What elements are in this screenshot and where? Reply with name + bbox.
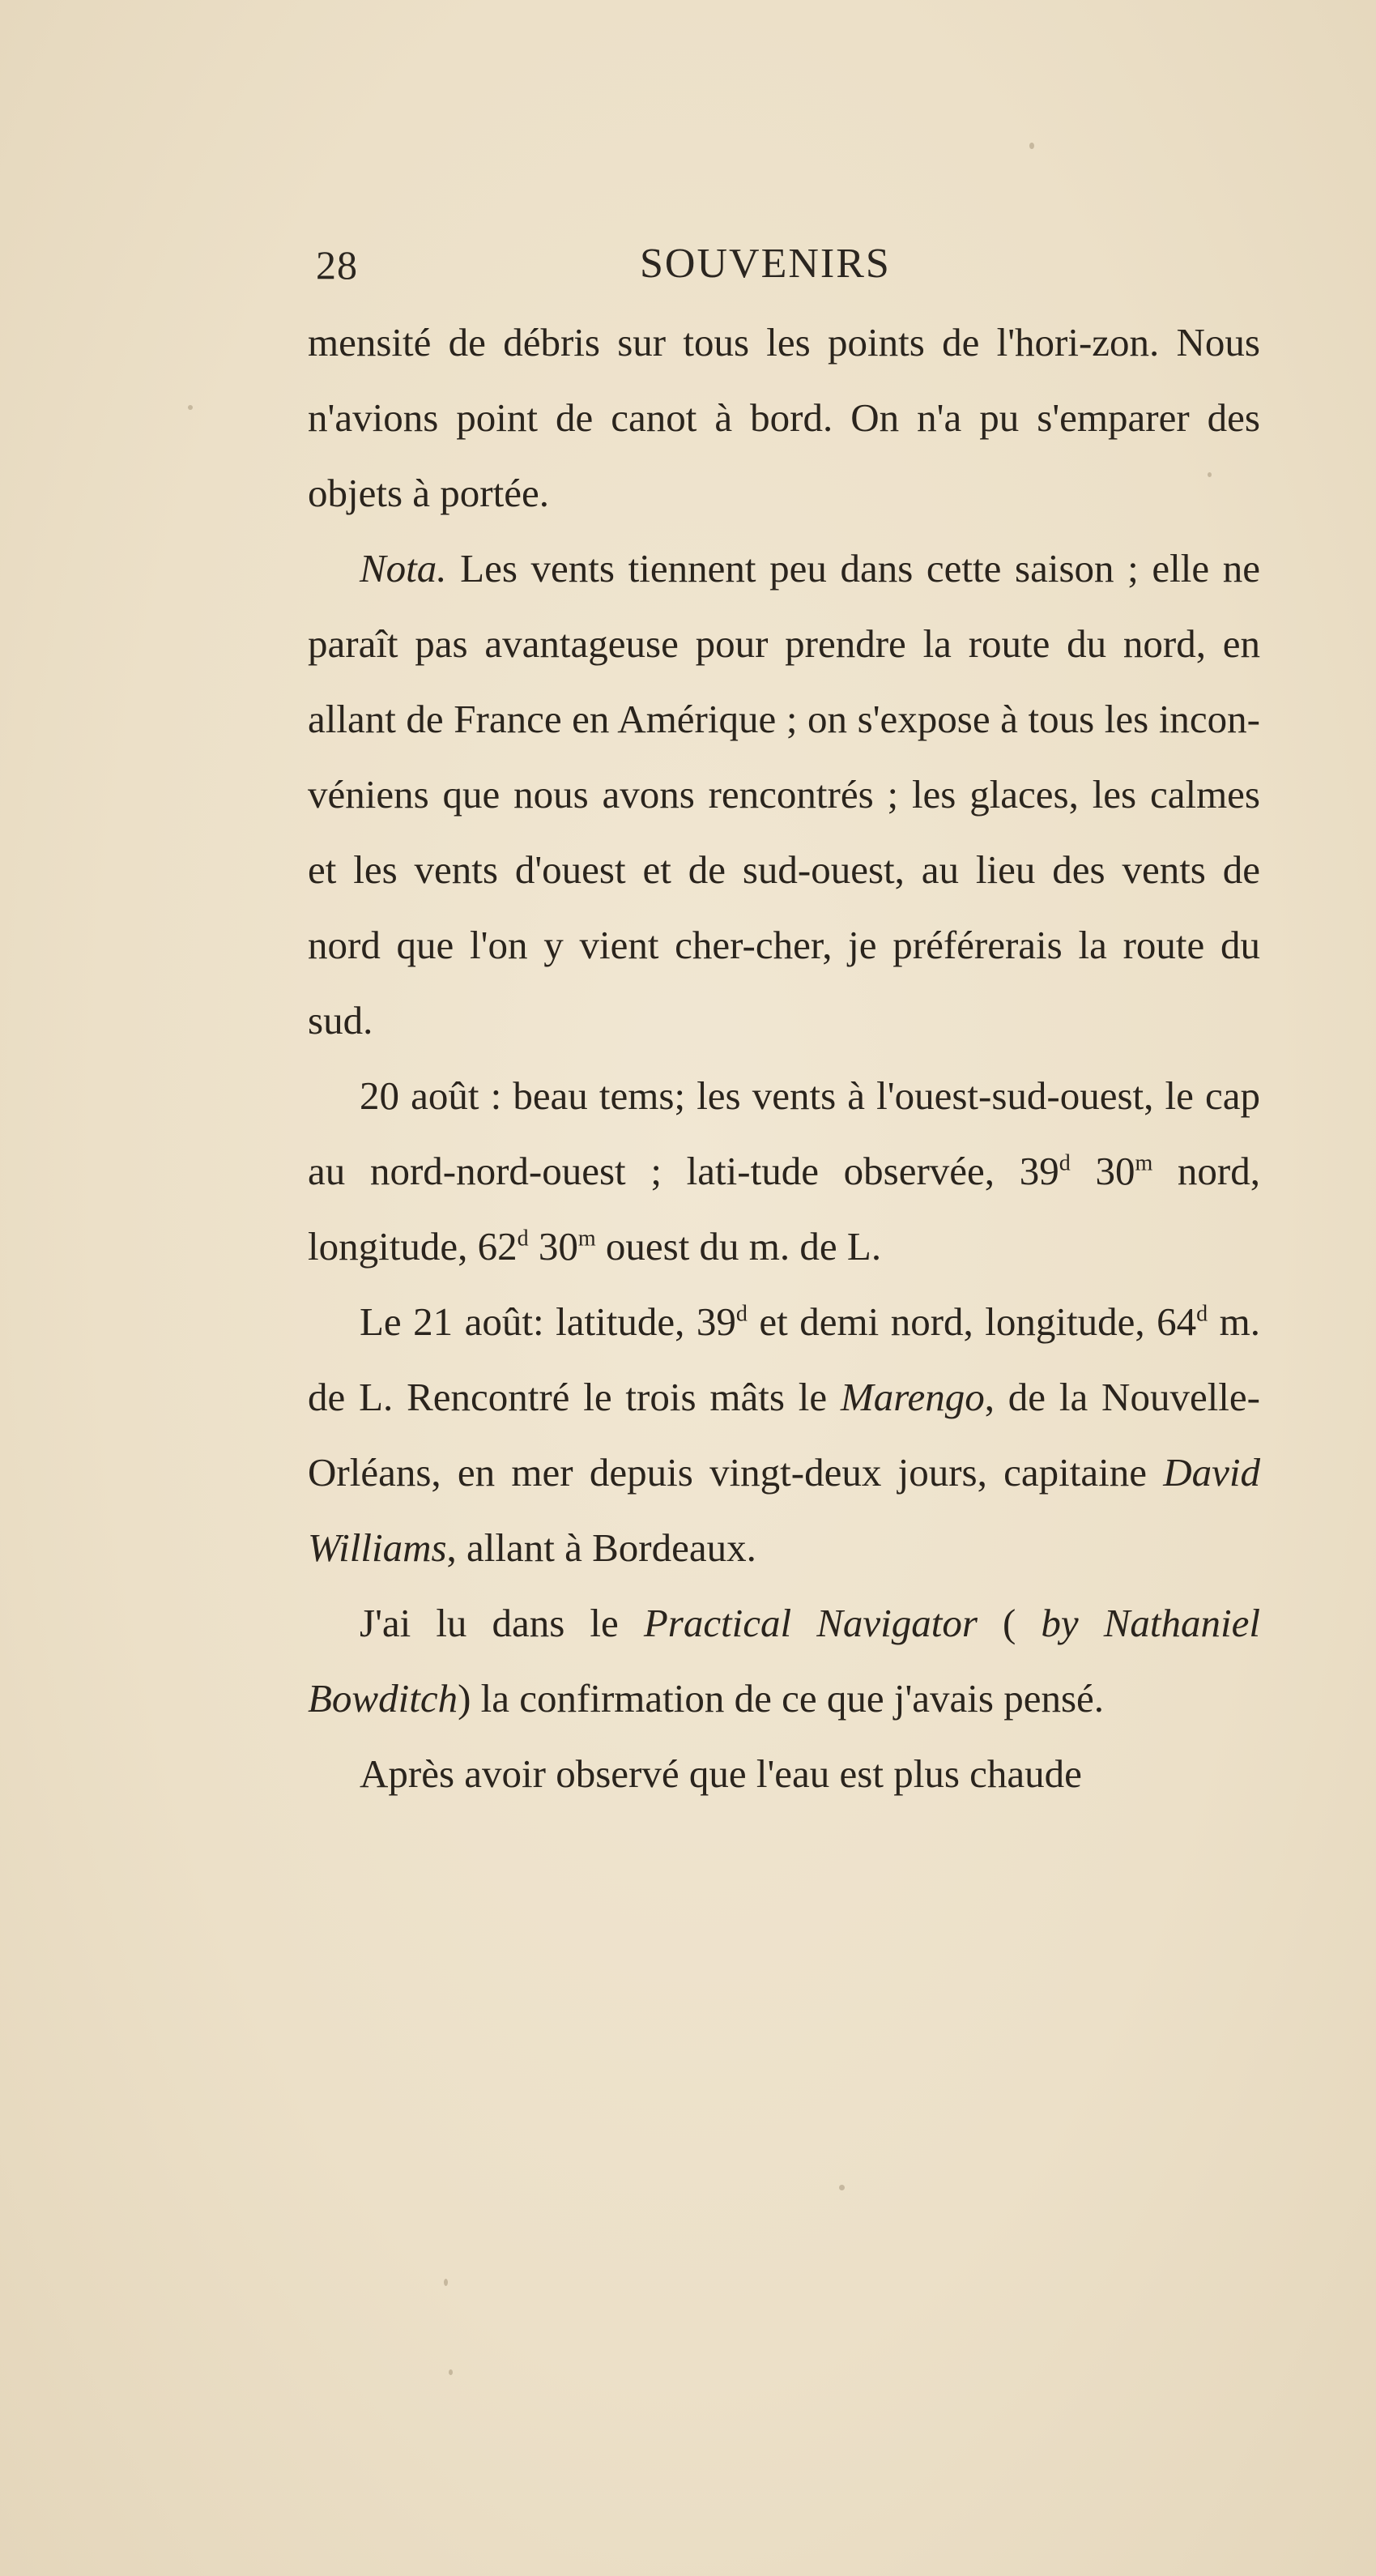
text-run: Le 21 août: latitude, 39 xyxy=(360,1299,736,1344)
text-run: mensité de débris sur tous les points de l'hori-zon. Nous n'avions point de canot à bord. On n'a pu s'emparer des objets à portée. xyxy=(308,320,1260,515)
paragraph xyxy=(308,305,1260,531)
italic-text: Marengo xyxy=(840,1375,985,1419)
text-run: ouest du m. de L. xyxy=(595,1224,882,1269)
text-run: 30 xyxy=(528,1224,578,1269)
paper-spot xyxy=(1029,143,1034,149)
paper-spot xyxy=(444,2279,448,2286)
text-run: ( xyxy=(977,1601,1042,1645)
paragraph xyxy=(308,1284,1260,1585)
text-run: 20 août : beau tems; les vents à l'ouest-sud-ouest, le cap au nord-nord-ouest ; lati-tude observée, 39 xyxy=(308,1073,1260,1193)
body-text xyxy=(308,305,1260,1811)
text-run: Après avoir observé que l'eau est plus chaude xyxy=(360,1751,1082,1796)
paragraph xyxy=(308,1058,1260,1284)
paragraph xyxy=(308,531,1260,1058)
text-run: et demi nord, longitude, 64 xyxy=(747,1299,1197,1344)
text-run: nord, longitude, 62 xyxy=(308,1149,1260,1269)
paragraph xyxy=(308,1585,1260,1736)
text-run: J'ai lu dans le xyxy=(360,1601,644,1645)
text-run: m. de L. Rencontré le trois mâts le xyxy=(308,1299,1261,1419)
paper-spot xyxy=(839,2185,845,2190)
paper-spot xyxy=(188,405,193,410)
italic-text: Practical Navigator xyxy=(643,1601,978,1645)
superscript: m xyxy=(577,1226,596,1252)
text-run: Les vents tiennent peu dans cette saison ; elle ne paraît pas avantageuse pour prendre la route du nord, en allant de France en Amérique ; on s'expose à tous les incon-véniens que nous avons rencontrés ; les glaces, les calmes et les vents d'ouest et de sud-ouest, au lieu des vents de nord que l'on y vient cher-cher, je préférerais la route du sud. xyxy=(308,546,1260,1043)
text-run: , de la Nouvelle-Orléans, en mer depuis vingt-deux jours, capitaine xyxy=(308,1375,1260,1495)
running-title: SOUVENIRS xyxy=(640,241,891,287)
paragraph xyxy=(308,1736,1260,1811)
italic-text: by Nathaniel Bowditch xyxy=(308,1601,1260,1721)
text-run: 30 xyxy=(1070,1149,1135,1193)
paper-spot xyxy=(449,2369,453,2375)
superscript: m xyxy=(1135,1150,1153,1176)
superscript: d xyxy=(1059,1150,1071,1176)
superscript: d xyxy=(517,1226,529,1252)
superscript: d xyxy=(1196,1301,1208,1327)
running-head xyxy=(308,235,1296,300)
superscript: d xyxy=(735,1301,748,1327)
italic-text: David Williams xyxy=(308,1450,1260,1570)
text-run: ) la confirmation de ce que j'avais pensé. xyxy=(458,1676,1105,1721)
page-number: 28 xyxy=(316,242,358,288)
italic-text: Nota. xyxy=(360,546,447,591)
text-run: , allant à Bordeaux. xyxy=(446,1525,756,1570)
